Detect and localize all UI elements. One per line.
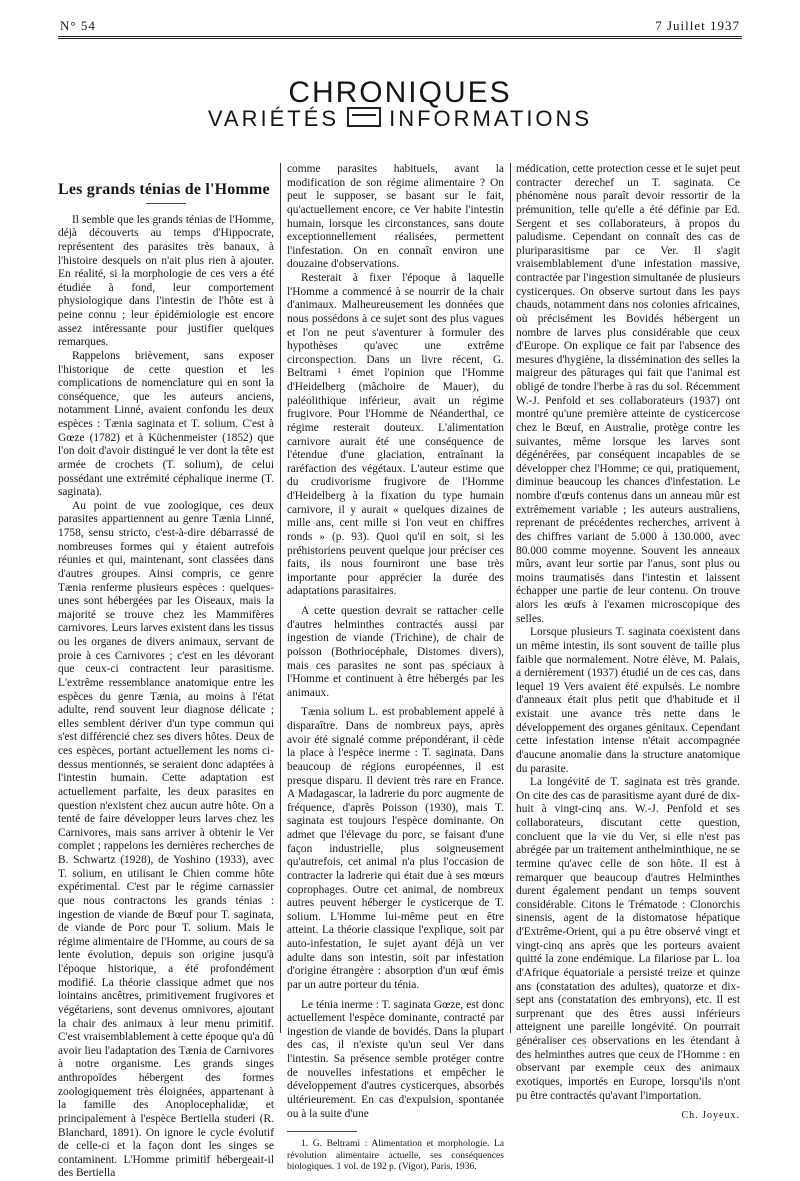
page-header — [0, 14, 800, 36]
paragraph: Au point de vue zoologique, ces deux parasites appartiennent au genre Tænia Linné, 1758, sensu stricto, c'est-à-dire débarrassé de nombreuses formes qui y étaient autrefois réunies et qui, maintenant, sont classées dans d'autres groupes. Ainsi compris, ce genre Tænia renferme plusieurs espèces : quelques-unes sont hébergées par les Oiseaux, mais la majorité se trouve chez les Mammifères carnivores. Leurs larves existent dans les tissus ou les organes de divers animaux, servant de proie à ces Carnivores ; c'est en les dévorant que ceux-ci contractent leur parasitisme. L'extrême ressemblance anatomique entre les espèces du genre Tænia, au moins à l'état adulte, rend souvent leur diagnose délicate ; elles semblent dériver d'un type commun qui s'est différencié chez ses divers hôtes. Deux de ces espèces, portant actuellement les noms ci-dessus mentionnés, se seraient donc adaptées à l'intestin humain. Cette adaptation est actuellement parfaite, les deux parasites en question n'existent chez aucun autre hôte. On a tenté de faire développer leurs larves chez les Carnivores, mais sans arriver à obtenir le Ver complet ; rappelons les dernières recherches de B. Schwartz (1928), de Yoshino (1933), avec T. solium, en utilisant le Chien comme hôte expérimental. C'est par le régime carnassier que nous contractons les grands ténias : ingestion de viande de Bœuf pour T. saginata, de viande de Porc pour T. solium. Mais le régime alimentaire de l'Homme, au cours de sa lente évolution, depuis son origine jusqu'à l'époque historique, a été profondément modifié. La théorie classique admet que nos lointains ancêtres, primitivement frugivores et végétariens, sont devenus omnivores, ajoutant la chair des animaux à leur menu primitif. C'est vraisemblablement à cette époque qu'a dû avoir lieu l'adaptation des Tænia de Carnivores à notre organisme. Les grands singes anthropoïdes hébergent des formes zoologiquement très éloignées, appartenant à la famille des Anoplocephalidæ, et principalement à l'espèce Bertiella studeri (R. Blanchard, 1891). On ignore le cycle évolutif de celle-ci et la façon dont les singes se contaminent. L'Homme primitif hébergeait-il des Bertiella — [58, 499, 274, 1180]
paragraph: comme parasites habituels, avant la modification de son régime alimentaire ? On peut le supposer, se basant sur le fait, qu'actuellement encore, ce Ver habite l'intestin humain, lorsque les circonstances, sans doute exceptionnellement réalisées, permettent l'infestation. On en connaît environ une douzaine d'observations. — [287, 163, 504, 271]
author-signature: Ch. Joyeux. — [681, 1110, 740, 1122]
footnote: 1. G. Beltrami : Alimentation et morphologie. La révolution alimentaire actuelle, ses conséquences biologiques. 1 vol. de 192 p. (Vigot), Paris, 1936. — [287, 1138, 504, 1173]
paragraph: médication, cette protection cesse et le sujet peut contracter derechef un T. saginata. Ce phénomène nous paraît devoir ressortir de la prémunition, telle qu'elle a été définie par Ed. Sergent et ses collaborateurs, à propos du paludisme. Cependant on connaît des cas de pluriparasitisme par ce Ver. Il s'agit vraisemblablement d'une infestation massive, contractée par l'ingestion simultanée de plusieurs cysticerques. On observe surtout dans les pays chauds, notamment dans nos colonies africaines, où précisément les Bovidés hébergent un nombre de larves plus considérable que ceux d'Europe. On explique ce fait par l'absence des mesures d'hygiène, la dissémination des selles la maigreur des pâturages qui fait que l'animal est obligé de tondre l'herbe à ras du sol. Récemment W.-J. Penfold et ses collaborateurs (1937) ont montré qu'une première atteinte de cysticercose chez le Bœuf, en Australie, protège contre les suivantes, même lorsque les larves sont dégénérées, par conséquent incapables de se développer chez l'Homme; ce qui, pratiquement, diminue beaucoup les chances d'infestation. Le nombre d'œufs contenus dans un anneau mûr est extrêmement variable ; les auteurs australiens, reprenant de précédentes recherches, arrivent à des chiffres variant de 5.000 à 130.000, avec 80.000 comme moyenne. Souvent les anneaux mûrs, avant leur sortie par l'anus, sont plus ou moins traumatisés dans l'intestin et laissent échapper une partie de leur contenu. On trouve alors les œufs à l'examen microscopique des selles. — [516, 163, 740, 625]
title-dash — [146, 203, 186, 204]
column-1 — [58, 163, 274, 1181]
article-title: Les grands ténias de l'Homme — [58, 181, 270, 198]
column-3 — [516, 163, 740, 1123]
issue-number: N° 54 — [60, 18, 96, 33]
paragraph: Il semble que les grands ténias de l'Homme, déjà découverts au temps d'Hippocrate, représentent des parasites très banaux, à l'histoire desquels on n'ait plus rien à ajouter. En réalité, si la morphologie de ces vers a été étudiée à fond, leur comportement physiologique dans l'intestin de l'hôte est à peine connu ; leur épidémiologie est encore assez intéressante pour justifier quelques remarques. — [58, 213, 274, 349]
paragraph: La longévité de T. saginata est très grande. On cite des cas de parasitisme ayant duré de dix-huit à vingt-cinq ans. W.-J. Penfold et ses collaborateurs, discutant cette question, concluent que la vie du Ver, si elle n'est pas abrégée par un traitement anthelminthique, ne se termine qu'avec celle de son hôte. Il est à remarquer que beaucoup d'autres Helminthes durent également pendant un temps souvent considérable. Citons le Trématode : Clonorchis sinensis, agent de la distomatose hépatique d'Extrême-Orient, qui a pu être observé vingt et vingt-cinq ans après que les porteurs avaient quitté la zone endémique. La filariose par L. loa d'Afrique équatoriale a persisté treize et quinze ans (constatation des adultes), quatorze et dix-sept ans (constatation des embryons), etc. Il est surprenant que des êtres aussi inférieurs atteignent une pareille longévité. On pourrait généraliser ces observations en les étendant à des helminthes autres que ceux de l'Homme : en observant par exemple ceux des animaux exotiques, importés en Europe, lorsqu'ils n'ont pu être contractés qu'avant l'importation. — [516, 776, 740, 1102]
column-divider — [280, 163, 281, 1033]
masthead-chroniques: CHRONIQUES — [288, 76, 512, 109]
header-rule — [58, 36, 742, 37]
issue-date: 7 Juillet 1937 — [655, 18, 740, 33]
header-rule-double — [58, 38, 742, 39]
paragraph: Le ténia inerme : T. saginata Gœze, est donc actuellement l'espèce dominante, contracté par ingestion de viande de bovidés. Dans la plupart des cas, il n'existe qu'un seul Ver dans l'intestin. Sa présence semble protéger contre de nouvelles infestations et empêcher le développement d'autres cysticerques, absorbés ultérieurement. En cas d'expulsion, spontanée ou à la suite d'une — [287, 998, 504, 1120]
column-divider — [510, 163, 511, 1033]
masthead-informations: INFORMATIONS — [389, 106, 593, 131]
masthead-subtitle — [0, 106, 800, 132]
masthead-varietes: VARIÉTÉS — [207, 106, 340, 131]
footnote-rule — [287, 1131, 357, 1132]
paragraph: Lorsque plusieurs T. saginata coexistent dans un même intestin, ils sont souvent de taille plus faible que normalement. Notre élève, M. Palais, a dernièrement (1937) étudié un de ces cas, dans lequel 19 Vers avaient été expulsés. Le nombre d'anneaux était plus petit que d'habitude et il existait une avance très nette dans le développement des organes génitaux. Cependant cette infestation intense n'était accompagnée d'aucune anomalie dans la structure anatomique du parasite. — [516, 626, 740, 775]
paragraph: A cette question devrait se rattacher celle d'autres helminthes contractés aussi par ingestion de viande (Trichine), de chair de poisson (Bothriocéphale, Distomes divers), mais ces parasites ne sont pas spéciaux à l'Homme et continuent à être hébergés par les animaux. — [287, 605, 504, 699]
ornament-icon — [347, 107, 381, 127]
paragraph: Rappelons brièvement, sans exposer l'historique de cette question et les complications de nomenclature qui en sont la conséquence, que les auteurs anciens, notamment Linné, avaient confondu les deux espèces : Tænia saginata et T. solium. C'est à Gœze (1782) et à Küchenmeister (1852) que l'on doit d'avoir distingué le ver dont la tête est armée de crochets (T. solium), de celui possédant une extrémité céphalique inerme (T. saginata). — [58, 349, 274, 499]
column-2 — [287, 163, 504, 1173]
paragraph: Tænia solium L. est probablement appelé à disparaître. Dans de nombreux pays, après avoir été signalé comme prépondérant, il cède la place à l'espèce inerme : T. saginata. Dans beaucoup de régions européennes, il est presque disparu. Il devient très rare en France. A Madagascar, la ladrerie du porc augmente de fréquence, d'après Poisson (1930), mais T. saginata est toujours l'espèce dominante. On admet que l'élevage du porc, se faisant d'une façon industrielle, plus soigneusement qu'autrefois, cet animal n'a plus l'occasion de contracter la ladrerie qui était due à ses mœurs coprophages. Outre cet animal, de nombreux autres peuvent héberger le cysticerque de T. solium. L'Homme lui-même peut en être atteint. La théorie classique l'explique, soit par auto-infestation, le sujet ayant déjà un ver adulte dans son intestin, soit par infestation d'origine étrangère : absorption d'un œuf émis par un autre porteur du ténia. — [287, 706, 504, 991]
paragraph: Resterait à fixer l'époque à laquelle l'Homme a commencé à se nourrir de la chair d'animaux. Malheureusement les données que nous possédons à ce sujet sont des plus vagues et l'on ne peut s'aventurer à formuler des hypothèses qu'avec une extrême circonspection. Dans un livre récent, G. Beltrami ¹ émet l'opinion que l'Homme d'Heidelberg (mâchoire de Mauer), du paléolithique inférieur, avait un régime frugivore. Pour l'Homme de Néanderthal, ce régime resterait douteux. L'alimentation carnivore aurait été une conséquence de l'étendue d'une glaciation, entraînant la raréfaction des végétaux. L'auteur estime que du crudivorisme frugivore de l'Homme d'Heidelberg à la fixation du type humain carnivore, il y aurait « quelques dizaines de mille ans, cent mille si l'on veut en chiffres ronds » (p. 93). Quoi qu'il en soit, si les préhistoriens peuvent quelque jour préciser ces faits, ils nous fourniront une base très importante pour apprécier la durée des adaptations parasitaires. — [287, 272, 504, 598]
